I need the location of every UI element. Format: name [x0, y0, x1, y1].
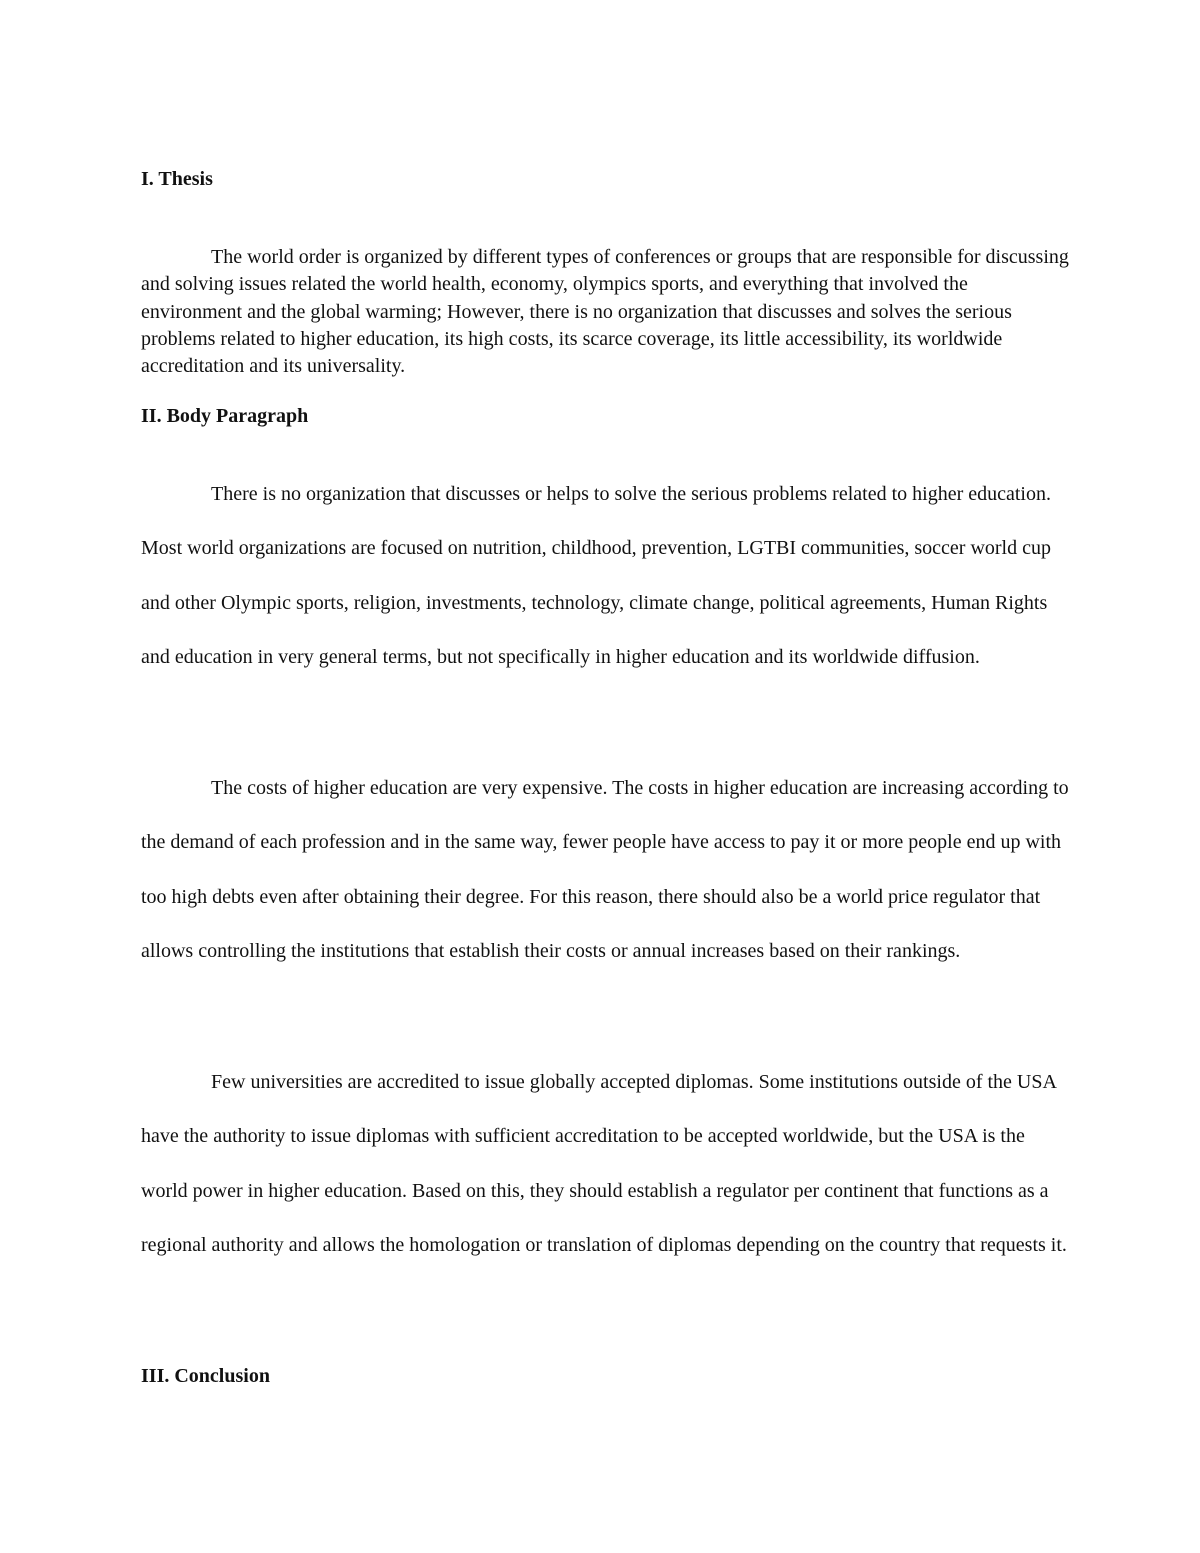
body-paragraph-heading: II. Body Paragraph: [141, 405, 309, 427]
body-paragraph-3: Few universities are accredited to issue globally accepted diplomas. Some institutions outside of the USA have the authority to issue diplomas with sufficient accreditation to be accepted worldwide, but the USA is the world power in higher education. Based on this, they should establish a regulator per continent that functions as a regional authority and allows the homologation or translation of diplomas depending on the country that requests it.: [141, 1071, 1067, 1256]
thesis-heading: I. Thesis: [141, 168, 213, 190]
conclusion-heading: III. Conclusion: [141, 1365, 270, 1387]
thesis-paragraph: The world order is organized by different types of conferences or groups that are responsible for discussing and solving issues related the world health, economy, olympics sports, and everything that involved the environment and the global warming; However, there is no organization that discusses and solves the serious problems related to higher education, its high costs, its scarce coverage, its little accessibility, its worldwide accreditation and its universality.: [141, 246, 1069, 378]
body-paragraph-2: The costs of higher education are very expensive. The costs in higher education are increasing according to the demand of each profession and in the same way, fewer people have access to pay it or more people end up with too high debts even after obtaining their degree. For this reason, there should also be a world price regulator that allows controlling the institutions that establish their costs or annual increases based on their rankings.: [141, 777, 1069, 962]
body-paragraph-1: There is no organization that discusses or helps to solve the serious problems related to higher education. Most world organizations are focused on nutrition, childhood, prevention, LGTBI communities, soccer world cup and other Olympic sports, religion, investments, technology, climate change, political agreements, Human Rights and education in very general terms, but not specifically in higher education and its worldwide diffusion.: [141, 483, 1051, 668]
